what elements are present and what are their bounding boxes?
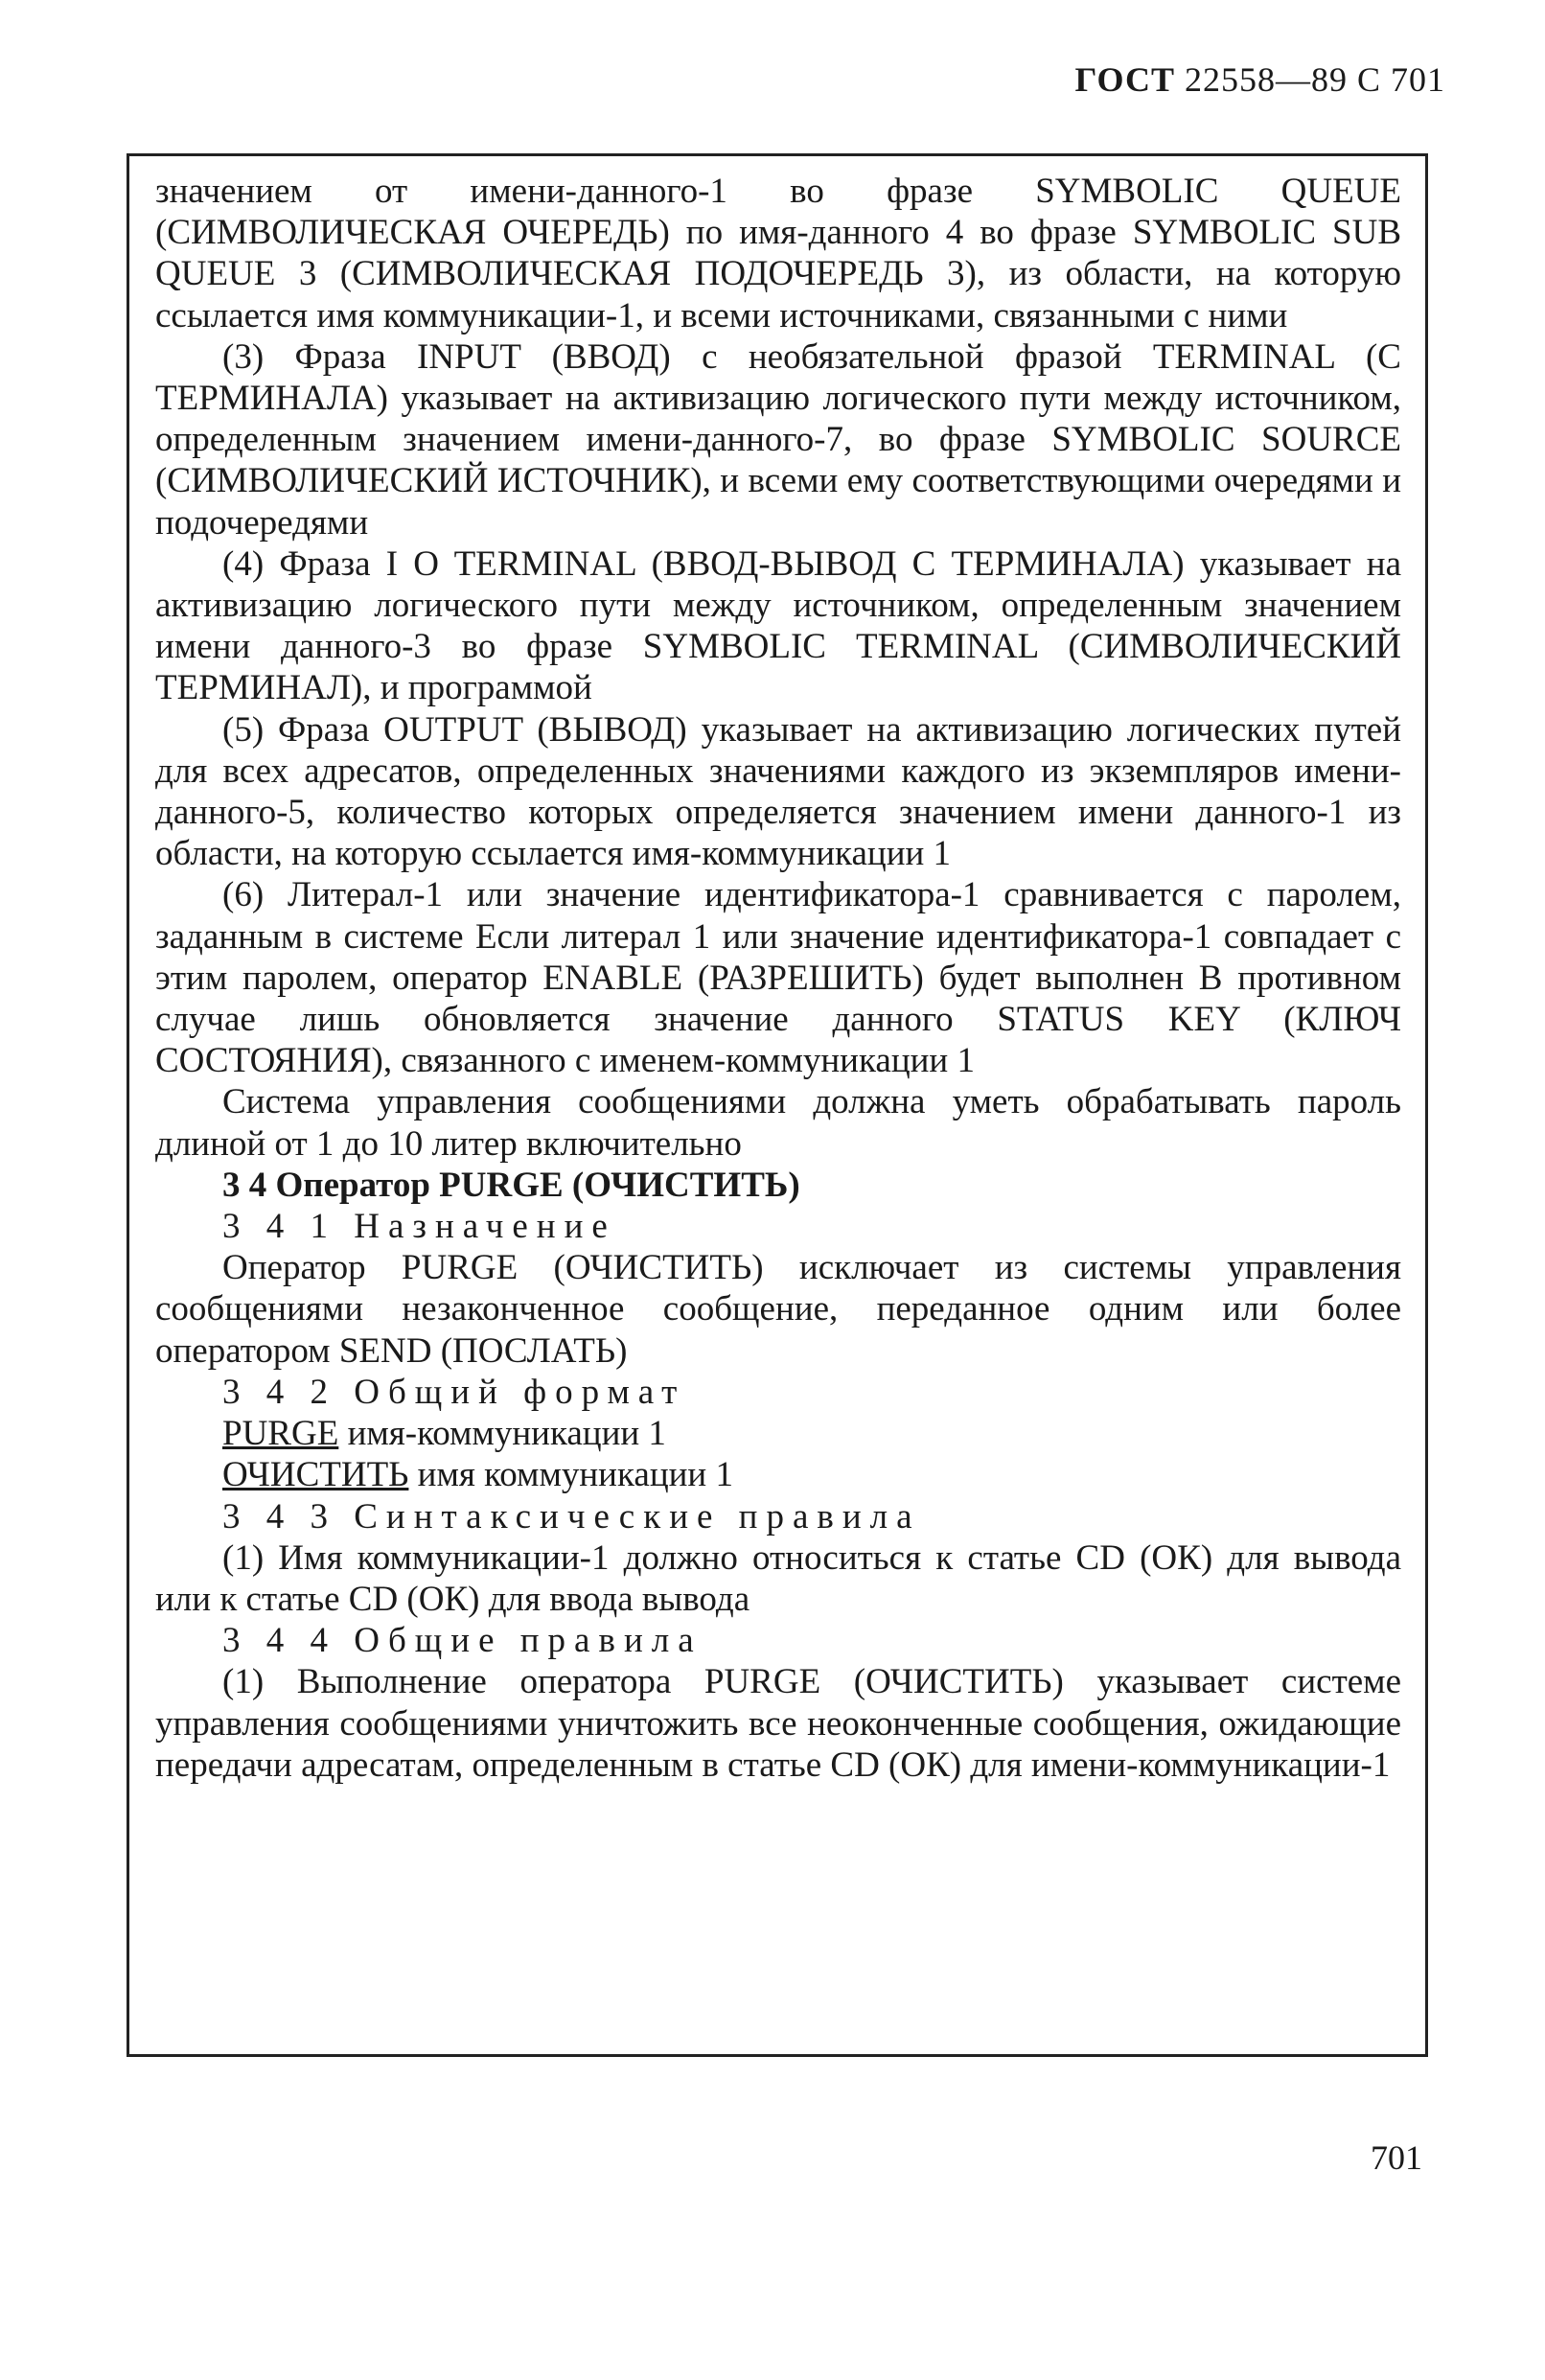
syntax-line-ochistit (155, 1454, 1401, 1495)
paragraph-general-rule: (1) Выполнение оператора PURGE (ОЧИСТИТЬ) указывает системе управления сообщениями уничтожить все неоконченные сообщения, ожидающие передачи адресатам, определенным в статье CD (ОК) для имени-коммуникации-1 (155, 1662, 1401, 1785)
paragraph-continuation: значением от имени-данного-1 во фразе SYMBOLIC QUEUE (СИМВОЛИЧЕСКАЯ ОЧЕРЕДЬ) по имя-данного 4 во фразе SYMBOLIC SUB QUEUE 3 (СИМВОЛИЧЕСКАЯ ПОДОЧЕРЕДЬ 3), из области, на которую ссылается имя коммуникации-1, и всеми источниками, связанными с ними (155, 172, 1401, 335)
paragraph-output-phrase: (5) Фраза OUTPUT (ВЫВОД) указывает на активизацию логических путей для всех адресатов, определенных значениями каждого из экземпляров имени-данного-5, количество которых определяется значением имени данного-1 из области, на которую ссылается имя-коммуникации 1 (155, 709, 1401, 874)
header-gost: ГОСТ (1074, 60, 1175, 99)
syntax-keyword-ochistit: ОЧИСТИТЬ (222, 1455, 409, 1495)
syntax-operand-purge: имя-коммуникации 1 (338, 1414, 666, 1454)
syntax-line-purge (155, 1413, 1401, 1454)
syntax-keyword-purge: PURGE (222, 1414, 339, 1454)
subsection-heading-syntax: 3 4 3 Синтаксические правила (222, 1496, 921, 1537)
header-rest: 22558—89 С 701 (1184, 60, 1445, 99)
paragraph-io-terminal: (4) Фраза I O TERMINAL (ВВОД-ВЫВОД С ТЕРМИНАЛА) указывает на активизацию логического пути между источником, определенным значением имени данного-3 во фразе SYMBOLIC TERMINAL (СИМВОЛИЧЕСКИЙ ТЕРМИНАЛ), и программой (155, 543, 1401, 708)
paragraph-purge-purpose: Оператор PURGE (ОЧИСТИТЬ) исключает из системы управления сообщениями незаконченное сообщение, переданное одним или более оператором SEND (ПОСЛАТЬ) (155, 1248, 1401, 1371)
subsection-heading-format: 3 4 2 Общий формат (222, 1372, 686, 1412)
document-body (155, 171, 1401, 1786)
page-header (1075, 59, 1445, 100)
paragraph-input-phrase: (3) Фраза INPUT (ВВОД) с необязательной фразой TERMINAL (С ТЕРМИНАЛА) указывает на активизацию логического пути между источником, определенным значением имени-данного-7, во фразе SYMBOLIC SOURCE (СИМВОЛИЧЕСКИЙ ИСТОЧНИК), и всеми ему соответствующими очередями и подочередями (155, 336, 1401, 543)
subsection-heading-purpose: 3 4 1 Назначение (222, 1207, 616, 1247)
paragraph-literal-password: (6) Литерал-1 или значение идентификатора-1 сравнивается с паролем, заданным в системе Если литерал 1 или значение идентификатора-1 совпадает с этим паролем, оператор ENABLE (РАЗРЕШИТЬ) будет выполнен В противном случае лишь обновляется значение данного STATUS KEY (КЛЮЧ СОСТОЯНИЯ), связанного с именем-коммуникации 1 (155, 875, 1401, 1081)
paragraph-syntax-rule: (1) Имя коммуникации-1 должно относиться к статье CD (ОК) для вывода или к статье CD (ОК) для ввода вывода (155, 1537, 1401, 1619)
subsection-heading-general: 3 4 4 Общие правила (222, 1621, 703, 1661)
section-heading-purge: 3 4 Оператор PURGE (ОЧИСТИТЬ) (222, 1165, 800, 1205)
paragraph-password-length: Система управления сообщениями должна уметь обрабатывать пароль длиной от 1 до 10 литер включительно (155, 1082, 1401, 1164)
syntax-operand-ochistit: имя коммуникации 1 (408, 1455, 733, 1495)
page-number: 701 (1371, 2138, 1422, 2177)
